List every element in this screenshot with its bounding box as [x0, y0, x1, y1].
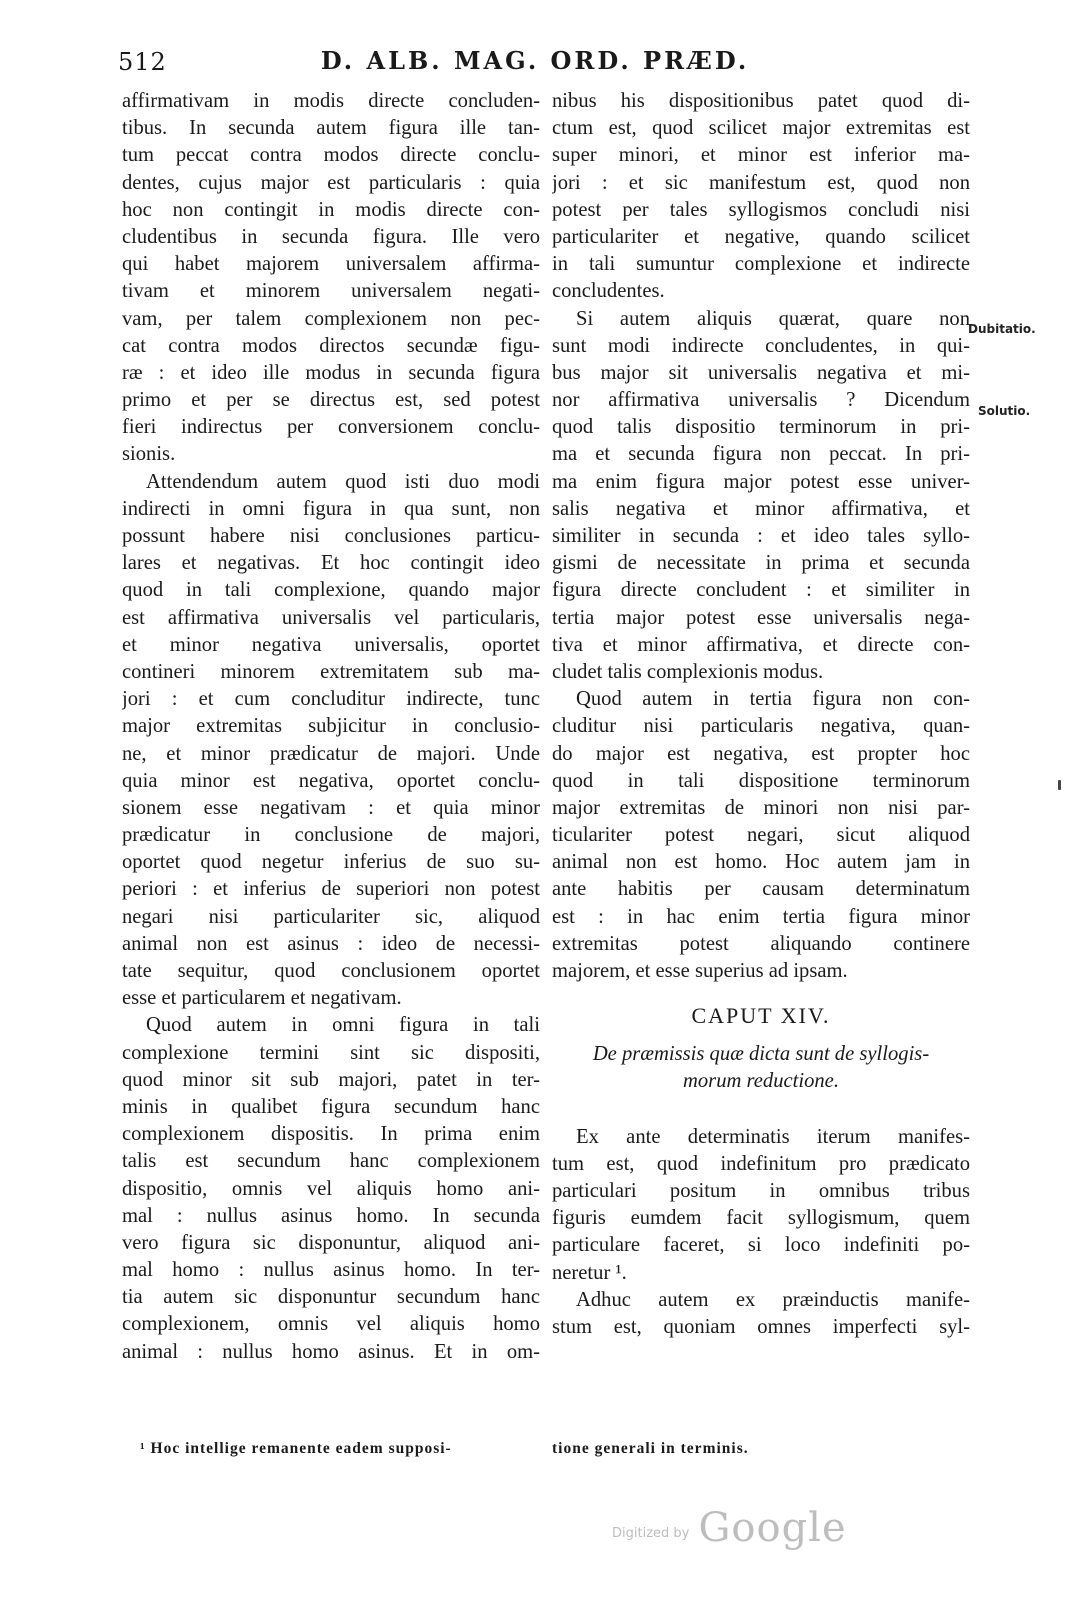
text-line: ante habitis per causam determinatum: [552, 878, 970, 901]
chapter-rubric: [552, 1041, 970, 1095]
text-line: negari nisi particulariter sic, aliquod: [122, 905, 540, 928]
text-line: extremitas potest aliquando continere: [552, 932, 970, 955]
page-number: 512: [118, 48, 167, 76]
text-line: Ex ante determinatis iterum manifes-: [576, 1125, 970, 1148]
text-line: tertia major potest esse universalis nega-: [552, 606, 970, 629]
text-line: tivam et minorem universalem negati-: [122, 280, 540, 303]
text-line: et minor negativa universalis, oportet: [122, 633, 540, 656]
text-line: stum est, quoniam omnes imperfecti syl-: [552, 1315, 970, 1338]
text-line: animal : nullus homo asinus. Et in om-: [122, 1340, 540, 1363]
text-line: fieri indirectus per conversionem conclu-: [122, 416, 540, 439]
text-line: in tali sumuntur complexione et indirecte: [552, 253, 970, 276]
text-line: Quod autem in tertia figura non con-: [576, 688, 970, 711]
text-line: ma et secunda figura non peccat. In pri-: [552, 443, 970, 466]
text-line: ne, et minor prædicatur de majori. Unde: [122, 742, 540, 765]
right-column: [552, 88, 970, 1341]
text-line: ræ : et ideo ille modus in secunda figura: [122, 361, 540, 384]
running-title: D. ALB. MAG. ORD. PRÆD.: [320, 46, 750, 75]
text-line: periori : et inferius de superiori non potest: [122, 878, 540, 901]
text-line: talis est secundum hanc complexionem: [122, 1150, 540, 1173]
footnote-part-left: ¹ Hoc intellige remanente eadem supposi-: [140, 1440, 452, 1457]
text-line: concludentes.: [552, 280, 665, 303]
text-line: do major est negativa, est propter hoc: [552, 742, 970, 765]
text-line: dispositio, omnis vel aliquis homo ani-: [122, 1177, 540, 1200]
text-line: gismi de necessitate in prima et secunda: [552, 552, 970, 575]
text-line: esse et particularem et negativam.: [122, 987, 402, 1010]
text-line: contineri minorem extremitatem sub ma-: [122, 660, 540, 683]
text-line: Si autem aliquis quærat, quare non: [576, 307, 970, 330]
text-line: indirecti in omni figura in qua sunt, non: [122, 497, 540, 520]
text-line: qui habet majorem universalem affirma-: [122, 253, 540, 276]
text-line: jori : et sic manifestum est, quod non: [552, 171, 970, 194]
margin-note-solutio: Solutio.: [978, 404, 1031, 418]
text-line: major extremitas de minori non nisi par-: [552, 796, 970, 819]
text-line: figura directe concludent : et similiter in: [552, 579, 970, 602]
text-line: animal non est asinus : ideo de necessi-: [122, 932, 540, 955]
text-line: tibus. In secunda autem figura ille tan-: [122, 117, 540, 140]
text-line: bus major sit universalis negativa et mi-: [552, 361, 970, 384]
text-line: quod talis dispositio terminorum in pri-: [552, 416, 970, 439]
right-column-top-text: [552, 88, 970, 985]
right-column-bottom-text: [552, 1124, 970, 1342]
text-line: vero figura sic disponuntur, aliquod ani-: [122, 1231, 540, 1254]
digitization-watermark: [612, 1505, 847, 1551]
scan-edge-mark: [1058, 780, 1061, 790]
text-line: primo et per se directus est, sed potest: [122, 389, 540, 412]
text-line: tia autem sic disponuntur secundum hanc: [122, 1286, 540, 1309]
text-line: sionis.: [122, 443, 176, 466]
text-line: Adhuc autem ex præinductis manife-: [576, 1288, 970, 1311]
text-line: particulari positum in omnibus tribus: [552, 1179, 970, 1202]
text-line: lares et negativas. Et hoc contingit ideo: [122, 552, 540, 575]
text-line: quod minor sit sub majori, patet in ter-: [122, 1068, 540, 1091]
text-line: tiva et minor affirmativa, et directe con-: [552, 633, 970, 656]
google-logo: Google: [698, 1505, 847, 1551]
text-line: nor affirmativa universalis ? Dicendum: [552, 389, 970, 412]
text-line: vam, per talem complexionem non pec-: [122, 307, 540, 330]
text-line: oportet quod negetur inferius de suo su-: [122, 851, 540, 874]
text-line: quia minor est negativa, oportet conclu-: [122, 769, 540, 792]
text-line: cludet talis complexionis modus.: [552, 660, 824, 683]
text-line: Attendendum autem quod isti duo modi: [146, 470, 540, 493]
watermark-prefix: Digitized by: [612, 1526, 690, 1541]
text-line: ma enim figura major potest esse univer-: [552, 470, 970, 493]
text-line: mal : nullus asinus homo. In secunda: [122, 1204, 540, 1227]
text-line: minis in qualibet figura secundum hanc: [122, 1095, 540, 1118]
text-line: similiter in secunda : et ideo tales syllo-: [552, 525, 970, 547]
text-line: cludentibus in secunda figura. Ille vero: [122, 225, 540, 248]
text-line: neretur ¹.: [552, 1261, 627, 1284]
text-line: jori : et cum concluditur indirecte, tunc: [122, 688, 540, 711]
text-line: particulariter et negative, quando scilicet: [552, 225, 970, 248]
text-line: possunt habere nisi conclusiones particu-: [122, 525, 540, 547]
text-line: mal homo : nullus asinus homo. In ter-: [122, 1259, 540, 1282]
text-line: ticulariter potest negari, sicut aliquod: [552, 824, 970, 847]
text-line: figuris eumdem facit syllogismum, quem: [552, 1207, 970, 1230]
chapter-heading: CAPUT XIV.: [691, 1003, 831, 1029]
left-column: [122, 88, 540, 1366]
text-line: quod in tali complexione, quando major: [122, 579, 540, 602]
text-line: ctum est, quod scilicet major extremitas est: [552, 117, 970, 140]
text-line: tum est, quod indefinitum pro prædicato: [552, 1152, 970, 1175]
margin-note-dubitatio: Dubitatio.: [968, 322, 1036, 336]
text-line: complexionem, omnis vel aliquis homo: [122, 1313, 540, 1336]
text-line: hoc non contingit in modis directe con-: [122, 198, 540, 221]
text-line: salis negativa et minor affirmativa, et: [552, 497, 970, 520]
text-line: sunt modi indirecte concludentes, in qui-: [552, 334, 970, 357]
text-line: dentes, cujus major est particularis : quia: [122, 171, 540, 194]
text-line: quod in tali dispositione terminorum: [552, 769, 970, 792]
rubric-line: De præmissis quæ dicta sunt de syllogis-: [592, 1043, 930, 1066]
text-line: tum peccat contra modos directe conclu-: [122, 144, 540, 167]
text-line: complexionem dispositis. In prima enim: [122, 1123, 540, 1146]
text-line: est : in hac enim tertia figura minor: [552, 905, 970, 928]
text-line: sionem esse negativam : et quia minor: [122, 796, 540, 819]
footnote-part-right: tione generali in terminis.: [552, 1440, 749, 1457]
text-line: major extremitas subjicitur in conclusio-: [122, 715, 540, 738]
text-line: particulare faceret, si loco indefiniti po-: [552, 1234, 970, 1257]
rubric-line: morum reductione.: [683, 1070, 839, 1093]
text-line: cat contra modos directos secundæ figu-: [122, 334, 540, 357]
text-line: nibus his dispositionibus patet quod di-: [552, 90, 970, 112]
text-line: majorem, et esse superius ad ipsam.: [552, 960, 848, 982]
text-line: Quod autem in omni figura in tali: [146, 1014, 540, 1037]
text-line: animal non est homo. Hoc autem jam in: [552, 851, 970, 874]
text-line: tate sequitur, quod conclusionem oportet: [122, 960, 540, 982]
page-header: [110, 42, 960, 82]
text-line: potest per tales syllogismos concludi nisi: [552, 198, 970, 221]
text-line: est affirmativa universalis vel particularis,: [122, 606, 540, 629]
text-line: complexione termini sint sic dispositi,: [122, 1041, 540, 1064]
text-line: super minori, et minor est inferior ma-: [552, 144, 970, 167]
text-line: cluditur nisi particularis negativa, quan-: [552, 715, 970, 738]
text-line: affirmativam in modis directe concluden-: [122, 90, 540, 112]
text-line: prædicatur in conclusione de majori,: [122, 824, 540, 847]
